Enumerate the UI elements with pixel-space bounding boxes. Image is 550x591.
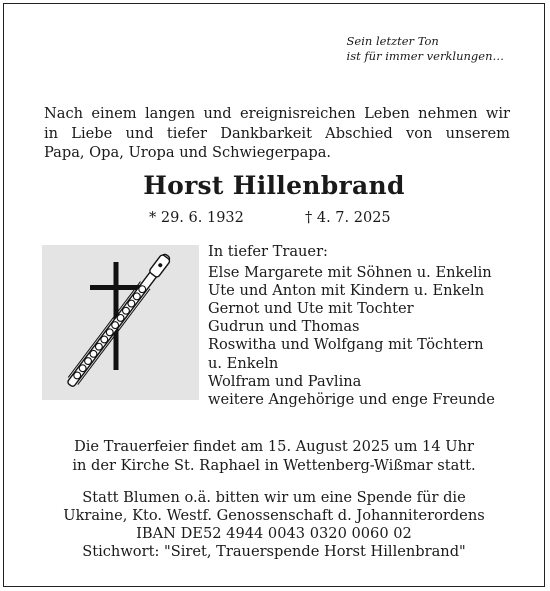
donation-iban: IBAN DE52 4944 0043 0320 0060 02: [136, 525, 412, 542]
intro-line-3: Papa, Opa, Uropa und Schwiegerpapa.: [44, 144, 332, 161]
motto-line-1: Sein letzter Ton: [346, 34, 439, 48]
motto-quote: [347, 34, 504, 64]
mourner-line: weitere Angehörige und enge Freunde: [208, 390, 495, 408]
donation-keyword: Stichwort: "Siret, Trauerspende Horst Hillenbrand": [82, 543, 466, 560]
motto-line-2: ist für immer verklungen…: [346, 49, 504, 63]
mourner-line: Ute und Anton mit Kindern u. Enkeln: [208, 282, 485, 300]
intro-line-2: in Liebe und tiefer Dankbarkeit Abschied von unserem: [44, 124, 510, 142]
mourner-line: Wolfram und Pavlina: [208, 372, 362, 390]
funeral-line-1: Die Trauerfeier findet am 15. August 2025 um 14 Uhr: [74, 438, 474, 455]
memorial-image: [42, 245, 199, 400]
mourner-line: u. Enkeln: [208, 354, 279, 372]
mourners-heading: In tiefer Trauer:: [208, 243, 328, 260]
mourner-line: Else Margarete mit Söhnen u. Enkelin: [208, 264, 492, 282]
mourners-list: [208, 243, 495, 409]
funeral-line-2: in der Kirche St. Raphael in Wettenberg-Wißmar statt.: [72, 457, 476, 474]
donation-line-1: Statt Blumen o.ä. bitten wir um eine Spende für die: [82, 489, 466, 506]
deceased-name: Horst Hillenbrand: [143, 171, 405, 200]
mourner-line: Roswitha und Wolfgang mit Töchtern: [208, 336, 484, 354]
funeral-notice: [4, 437, 544, 475]
death-date: † 4. 7. 2025: [305, 210, 391, 226]
flute-icon: [65, 252, 172, 389]
donation-notice: [4, 489, 544, 561]
donation-line-2: Ukraine, Kto. Westf. Genossenschaft d. Johanniterordens: [63, 507, 485, 524]
intro-line-1: Nach einem langen und ereignisreichen Leben nehmen wir: [44, 105, 510, 122]
obituary-card: [3, 3, 545, 587]
intro-text: [44, 104, 510, 163]
birth-date: * 29. 6. 1932: [149, 210, 244, 226]
mourner-line: Gernot und Ute mit Tochter: [208, 300, 414, 318]
mourner-line: Gudrun und Thomas: [208, 318, 360, 336]
